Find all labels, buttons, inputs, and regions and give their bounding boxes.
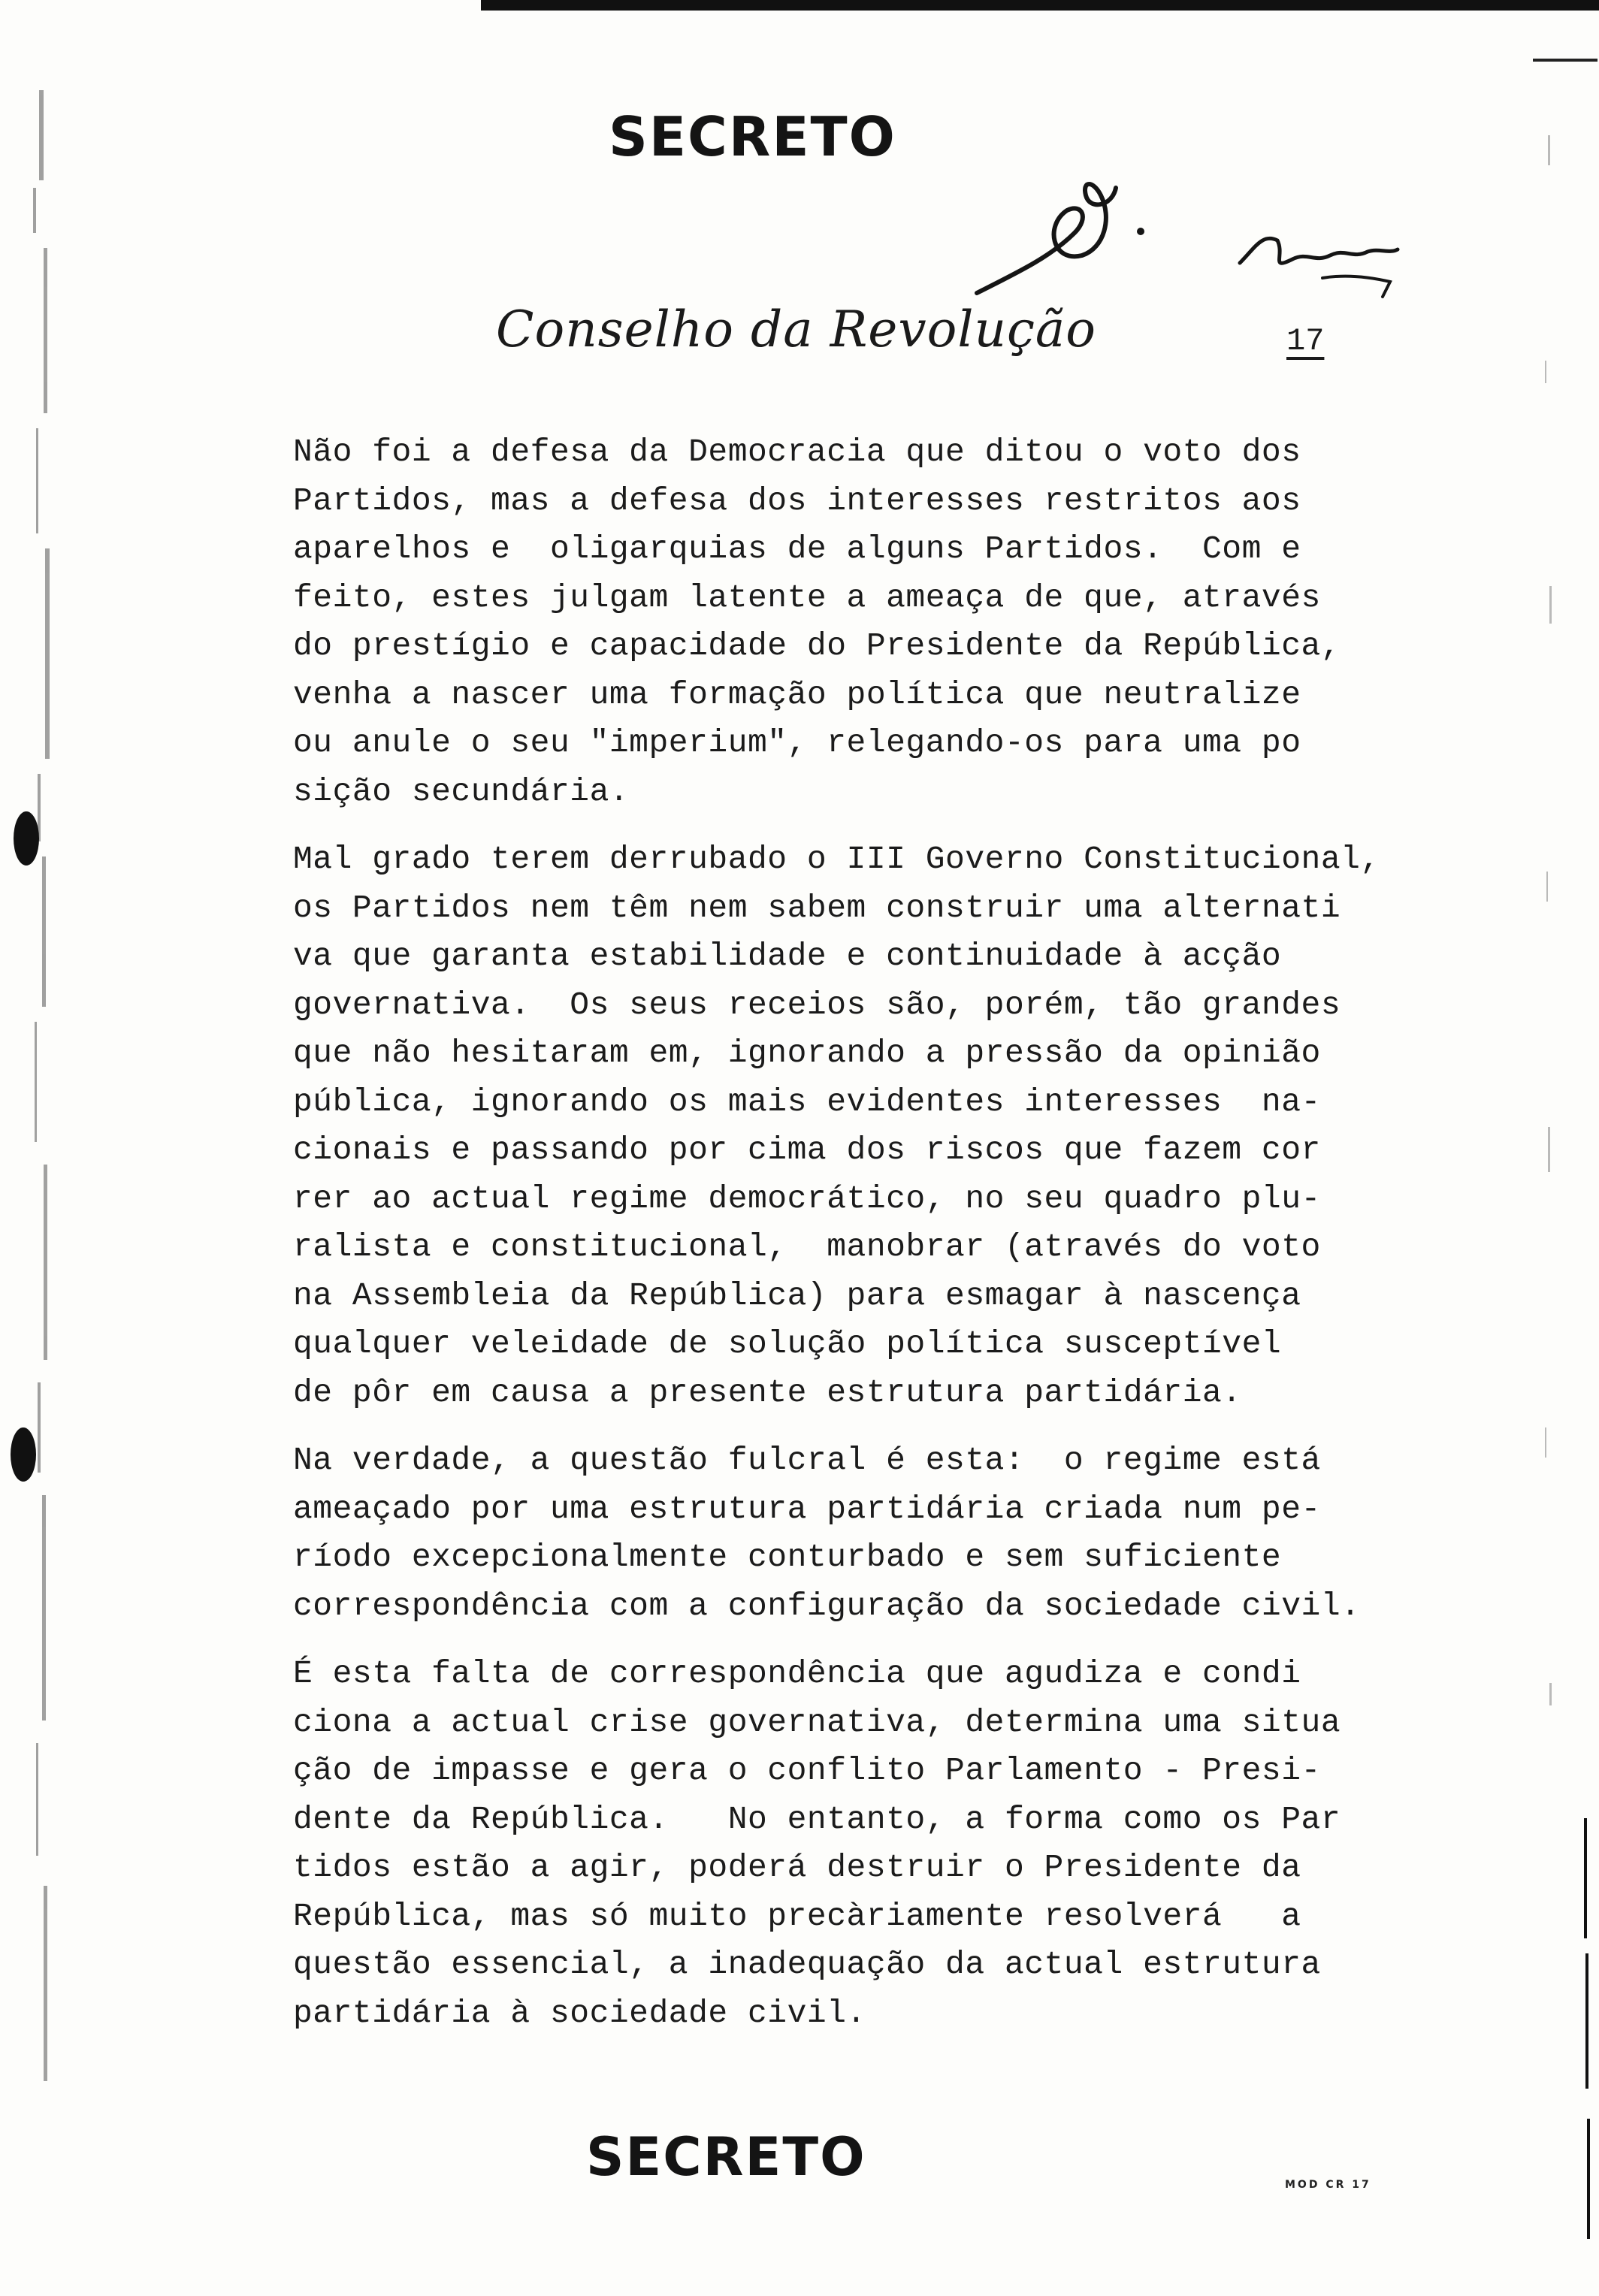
text-line: partidária à sociedade civil.: [293, 1994, 866, 2032]
letterhead: Conselho da Revolução: [496, 301, 1097, 358]
text-line: feito, estes julgam latente a ameaça de que, através: [293, 579, 1321, 616]
scan-top-edge: [481, 0, 1599, 11]
text-line: na Assembleia da República) para esmagar à nascença: [293, 1276, 1301, 1314]
text-line: ção de impasse e gera o conflito Parlamento - Presi-: [293, 1752, 1321, 1789]
form-code: MOD CR 17: [1285, 2179, 1371, 2191]
document-body: [293, 428, 1380, 2057]
paragraph-2: [293, 835, 1380, 1417]
text-line: ou anule o seu "imperium", relegando-os para uma po: [293, 724, 1301, 761]
text-line: pública, ignorando os mais evidentes interesses na-: [293, 1083, 1321, 1120]
text-line: ralista e constitucional, manobrar (através do voto: [293, 1228, 1321, 1265]
text-line: dente da República. No entanto, a forma como os Par: [293, 1800, 1341, 1838]
text-line: República, mas só muito precàriamente resolverá a: [293, 1897, 1301, 1935]
paragraph-1: [293, 428, 1360, 816]
text-line: sição secundária.: [293, 772, 630, 810]
handwritten-signature: [1232, 218, 1413, 308]
text-line: Na verdade, a questão fulcral é esta: o regime está: [293, 1442, 1321, 1479]
page-number: 17: [1286, 323, 1325, 359]
binder-hole-bottom: [11, 1427, 36, 1482]
text-line: Mal grado terem derrubado o III Governo Constitucional,: [293, 841, 1380, 878]
text-line: correspondência com a configuração da sociedade civil.: [293, 1587, 1361, 1624]
handwritten-initials: [962, 165, 1157, 308]
text-line: cionais e passando por cima dos riscos que fazem cor: [293, 1131, 1321, 1168]
text-line: É esta falta de correspondência que agudiza e condi: [293, 1655, 1301, 1692]
text-line: Não foi a defesa da Democracia que ditou o voto dos: [293, 434, 1301, 470]
text-line: aparelhos e oligarquias de alguns Partidos. Com e: [293, 530, 1301, 567]
paragraph-4: [293, 1650, 1360, 2038]
text-line: venha a nascer uma formação política que neutralize: [293, 675, 1301, 713]
text-line: tidos estão a agir, poderá destruir o Presidente da: [293, 1849, 1301, 1886]
text-line: va que garanta estabilidade e continuidade à acção: [293, 938, 1282, 974]
text-line: ameaçado por uma estrutura partidária criada num pe-: [293, 1490, 1321, 1527]
text-line: os Partidos nem têm nem sabem construir uma alternati: [293, 889, 1341, 926]
text-line: ciona a actual crise governativa, determina uma situa: [293, 1703, 1341, 1741]
paragraph-3: [293, 1437, 1360, 1630]
text-line: governativa. Os seus receios são, porém, tão grandes: [293, 986, 1341, 1023]
classification-stamp-top: SECRETO: [609, 105, 896, 168]
text-line: de pôr em causa a presente estrutura partidária.: [293, 1373, 1242, 1411]
classification-stamp-bottom: SECRETO: [586, 2126, 866, 2188]
text-line: que não hesitaram em, ignorando a pressão da opinião: [293, 1035, 1321, 1071]
binder-hole-top: [14, 811, 39, 866]
text-line: questão essencial, a inadequação da actual estrutura: [293, 1946, 1321, 1983]
text-line: ríodo excepcionalmente conturbado e sem suficiente: [293, 1539, 1282, 1575]
scan-left-edge: [0, 68, 53, 2246]
text-line: qualquer veleidade de solução política susceptível: [293, 1325, 1282, 1362]
scan-right-edge: [1518, 45, 1599, 2269]
text-line: do prestígio e capacidade do Presidente da República,: [293, 627, 1341, 664]
text-line: Partidos, mas a defesa dos interesses restritos aos: [293, 482, 1301, 519]
text-line: rer ao actual regime democrático, no seu quadro plu-: [293, 1180, 1321, 1217]
